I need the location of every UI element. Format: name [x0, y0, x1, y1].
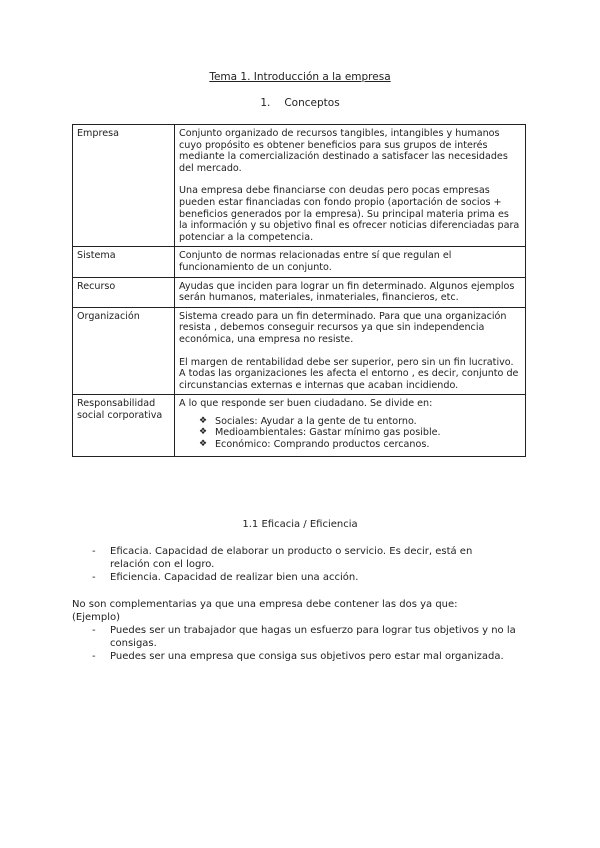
definition-cell: [175, 125, 526, 247]
list-item: [92, 650, 522, 663]
list-item-text: Eficacia. Capacidad de elaborar un producto o servicio. Es decir, está en relación con el logro.: [110, 546, 473, 570]
table-row: [73, 277, 526, 307]
subsection-title: 1.1 Eficacia / Eficiencia: [242, 519, 358, 530]
term-cell: Sistema: [73, 247, 175, 277]
list-item: [92, 545, 512, 571]
list-item-text: Eficiencia. Capacidad de realizar bien una acción.: [110, 572, 359, 583]
definition-list: [92, 545, 512, 584]
list-item: [199, 427, 520, 439]
list-item-text: Económico: Comprando productos cercanos.: [215, 439, 430, 451]
table-row: [73, 307, 526, 395]
definition-text: Sistema creado para un fin determinado. Para que una organización resista , debemos conseguir recursos ya que sin independencia económica, una empresa no resiste.: [179, 310, 507, 345]
term-cell: Recurso: [73, 277, 175, 307]
concepts-table: [72, 124, 526, 457]
section-heading: [0, 97, 600, 109]
section-title: Conceptos: [284, 97, 340, 109]
note-text: No son complementarias ya que una empresa debe contener las dos ya que:: [72, 599, 458, 610]
note-label: (Ejemplo): [72, 612, 121, 623]
diamond-bullet-icon: ❖: [199, 439, 208, 450]
list-item-text: Medioambientales: Gastar mínimo gas posible.: [215, 427, 441, 439]
definition-text: El margen de rentabilidad debe ser superior, pero sin un fin lucrativo. A todas las organizaciones les afecta el entorno , es decir, conjunto de circunstancias externas e internas que acaban incidiendo.: [179, 356, 519, 391]
definition-text: A lo que responde ser buen ciudadano. Se divide en:: [179, 398, 433, 410]
diamond-bullet-icon: ❖: [199, 415, 208, 426]
definition-text: Conjunto organizado de recursos tangibles, intangibles y humanos cuyo propósito es obtener beneficios para sus grupos de interés mediante la comercialización destinado a satisfacer las necesidades del mercado.: [179, 128, 508, 174]
table-row: [73, 395, 526, 456]
table-row: [73, 247, 526, 277]
table-row: [73, 125, 526, 247]
definition-cell: [175, 395, 526, 456]
diamond-bullet-icon: ❖: [199, 427, 208, 438]
list-item-text: Puedes ser una empresa que consiga sus objetivos pero estar mal organizada.: [110, 651, 504, 662]
section-number: 1.: [260, 97, 271, 109]
note-paragraph: [72, 598, 522, 663]
list-item-text: Sociales: Ayudar a la gente de tu entorno.: [215, 415, 417, 427]
bullet-list: [179, 416, 520, 451]
term-cell: Empresa: [73, 125, 175, 247]
list-item: [199, 439, 520, 451]
term-cell: Organización: [73, 307, 175, 395]
definition-cell: [175, 247, 526, 277]
term-cell: Responsabilidad social corporativa: [73, 395, 175, 456]
definition-text: Ayudas que inciden para lograr un fin determinado. Algunos ejemplos serán humanos, materiales, inmateriales, financieros, etc.: [179, 280, 515, 304]
document-title: Tema 1. Introducción a la empresa: [209, 71, 391, 83]
dash-bullet-icon: -: [92, 625, 96, 636]
definition-cell: [175, 277, 526, 307]
definition-text: Conjunto de normas relacionadas entre sí que regulan el funcionamiento de un conjunto.: [179, 250, 452, 273]
list-item: [92, 624, 522, 650]
dash-bullet-icon: -: [92, 651, 96, 662]
dash-bullet-icon: -: [92, 546, 96, 557]
list-item: [92, 571, 512, 584]
list-item: [199, 416, 520, 428]
dash-bullet-icon: -: [92, 572, 96, 583]
list-item-text: Puedes ser un trabajador que hagas un esfuerzo para lograr tus objetivos y no la consigas.: [110, 625, 516, 649]
definition-text: Una empresa debe financiarse con deudas pero pocas empresas pueden estar financiadas con fondo propio (aportación de socios + beneficios generados por la empresa). Su principal materia prima es la información y su objetivo final es ofrecer noticias diferenciadas para potenciar a la competencia.: [179, 185, 520, 243]
definition-cell: [175, 307, 526, 395]
